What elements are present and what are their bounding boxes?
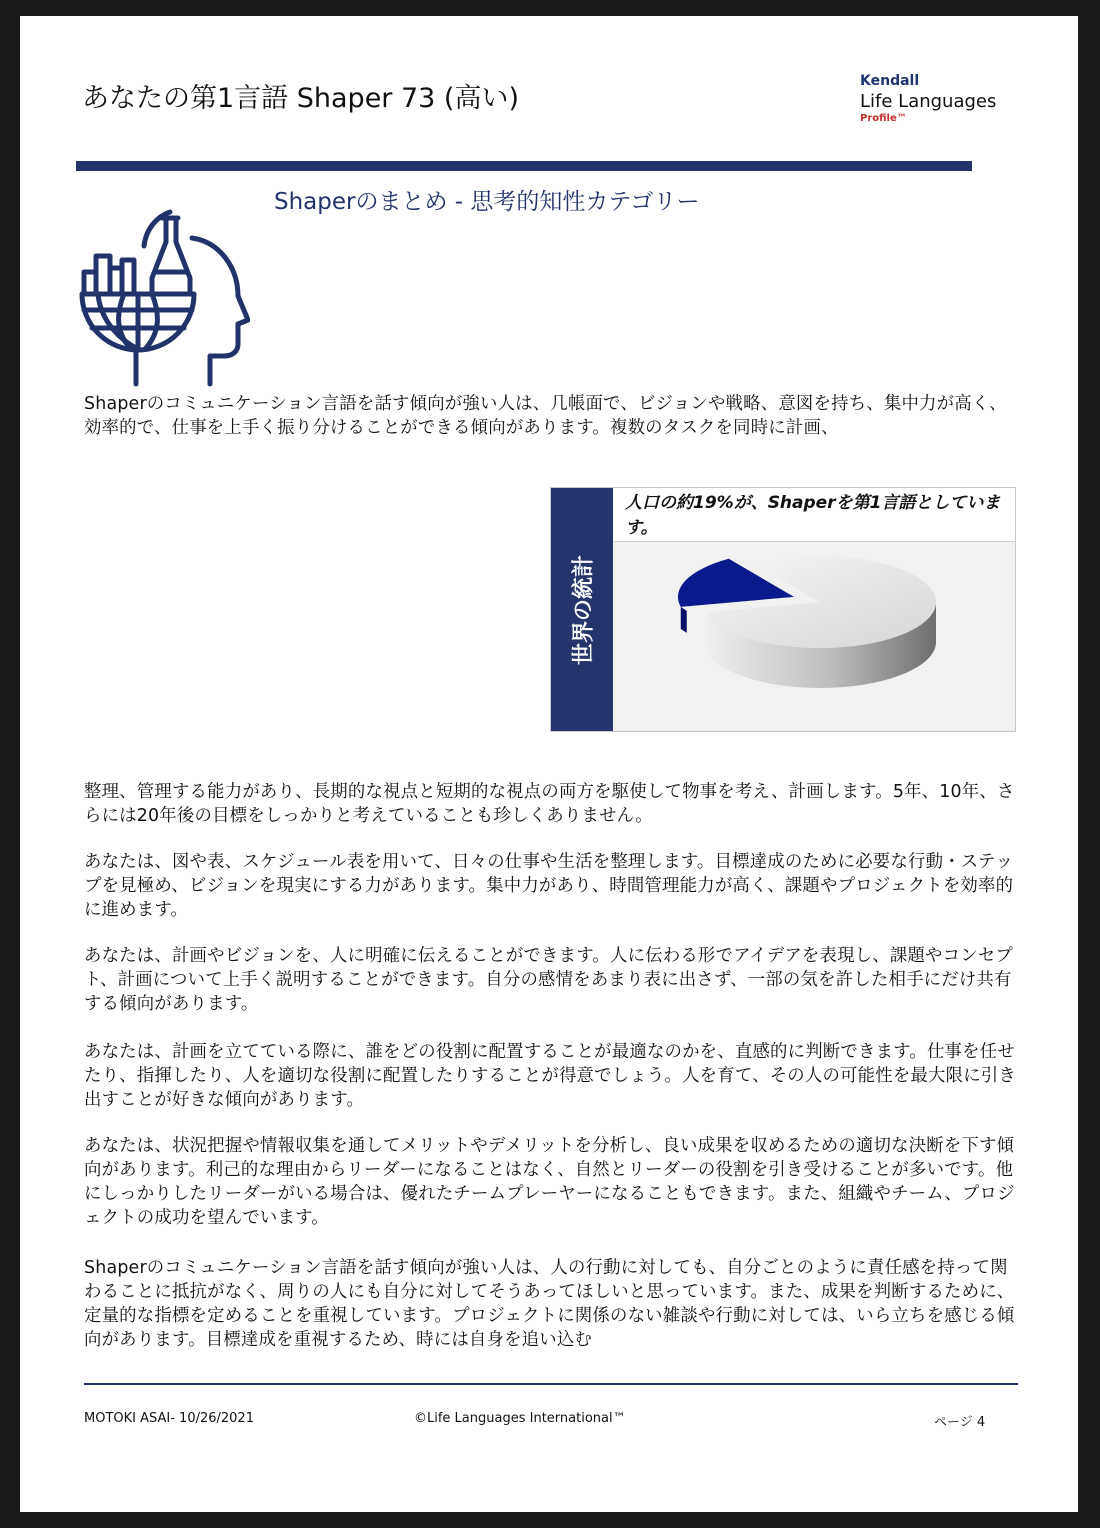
header-divider	[76, 161, 972, 171]
paragraph-1: Shaperのコミュニケーション言語を話す傾向が強い人は、几帳面で、ビジョンや戦略、意図を持ち、集中力が高く、効率的で、仕事を上手く振り分けることができる傾向があります。複数のタスクを同時に計画、	[84, 394, 1007, 438]
paragraph-7: Shaperのコミュニケーション言語を話す傾向が強い人は、人の行動に対しても、自分ごとのように責任感を持って関わることに抵抗がなく、周りの人にも自分に対してそうあってほしいと思っています。また、成果を判断するために、定量的な指標を定めることを重視しています。プロジェクトに関係のない雑談や行動に対しては、いら立ちを感じる傾向があります。目標達成を重視するため、時には自身を追い込む	[84, 1258, 1015, 1350]
page-title: あなたの第1言語 Shaper 73 (高い)	[82, 83, 519, 114]
brand-logo	[860, 74, 996, 124]
footer-author-date: MOTOKI ASAI- 10/26/2021	[84, 1411, 254, 1426]
head-globe-flask-icon	[74, 198, 250, 388]
pie-slice-highlight-side	[681, 607, 687, 633]
paragraph-3: あなたは、図や表、スケジュール表を用いて、日々の仕事や生活を整理します。目標達成のために必要な行動・ステップを見極め、ビジョンを現実にする力があります。集中力があり、時間管理能力が高く、課題やプロジェクトを効率的に進めます。	[84, 852, 1014, 920]
brand-profile: Profile™	[860, 113, 907, 124]
paragraph-2: 整理、管理する能力があり、長期的な視点と短期的な視点の両方を駆使して物事を考え、計画します。5年、10年、さらには20年後の目標をしっかりと考えていることも珍しくありません。	[84, 782, 1015, 826]
footer-divider	[84, 1383, 1018, 1385]
footer-page-number: ページ 4	[934, 1415, 986, 1430]
paragraph-4: あなたは、計画やビジョンを、人に明確に伝えることができます。人に伝わる形でアイデアを表現し、課題やコンセプト、計画について上手く説明することができます。自分の感情をあまり表に出さず、一部の気を許した相手にだけ共有する傾向があります。	[84, 946, 1014, 1014]
document-page	[20, 16, 1078, 1512]
footer-copyright: ©Life Languages International™	[414, 1411, 626, 1426]
brand-life-languages: Life Languages	[860, 91, 997, 112]
stats-headline: 人口の約19%が、Shaperを第1言語としています。	[625, 493, 1001, 538]
world-stats-box	[550, 487, 1016, 732]
stats-headline-bar	[613, 488, 1015, 542]
population-pie-chart	[613, 542, 1015, 731]
section-title: Shaperのまとめ - 思考的知性カテゴリー	[274, 189, 700, 215]
stats-side-label: 世界の統計	[571, 554, 597, 665]
paragraph-5: あなたは、計画を立てている際に、誰をどの役割に配置することが最適なのかを、直感的に判断できます。仕事を任せたり、指揮したり、人を適切な役割に配置したりすることが得意でしょう。人を育て、その人の可能性を最大限に引き出すことが好きな傾向があります。	[84, 1042, 1016, 1110]
stats-side-label-bg	[551, 488, 613, 731]
paragraph-6: あなたは、状況把握や情報収集を通してメリットやデメリットを分析し、良い成果を収めるための適切な決断を下す傾向があります。利己的な理由からリーダーになることはなく、自然とリーダーの役割を引き受けることが多いです。他にしっかりしたリーダーがいる場合は、優れたチームプレーヤーになることもできます。また、組織やチーム、プロジェクトの成功を望んでいます。	[84, 1136, 1015, 1228]
brand-kendall: Kendall	[860, 73, 920, 89]
